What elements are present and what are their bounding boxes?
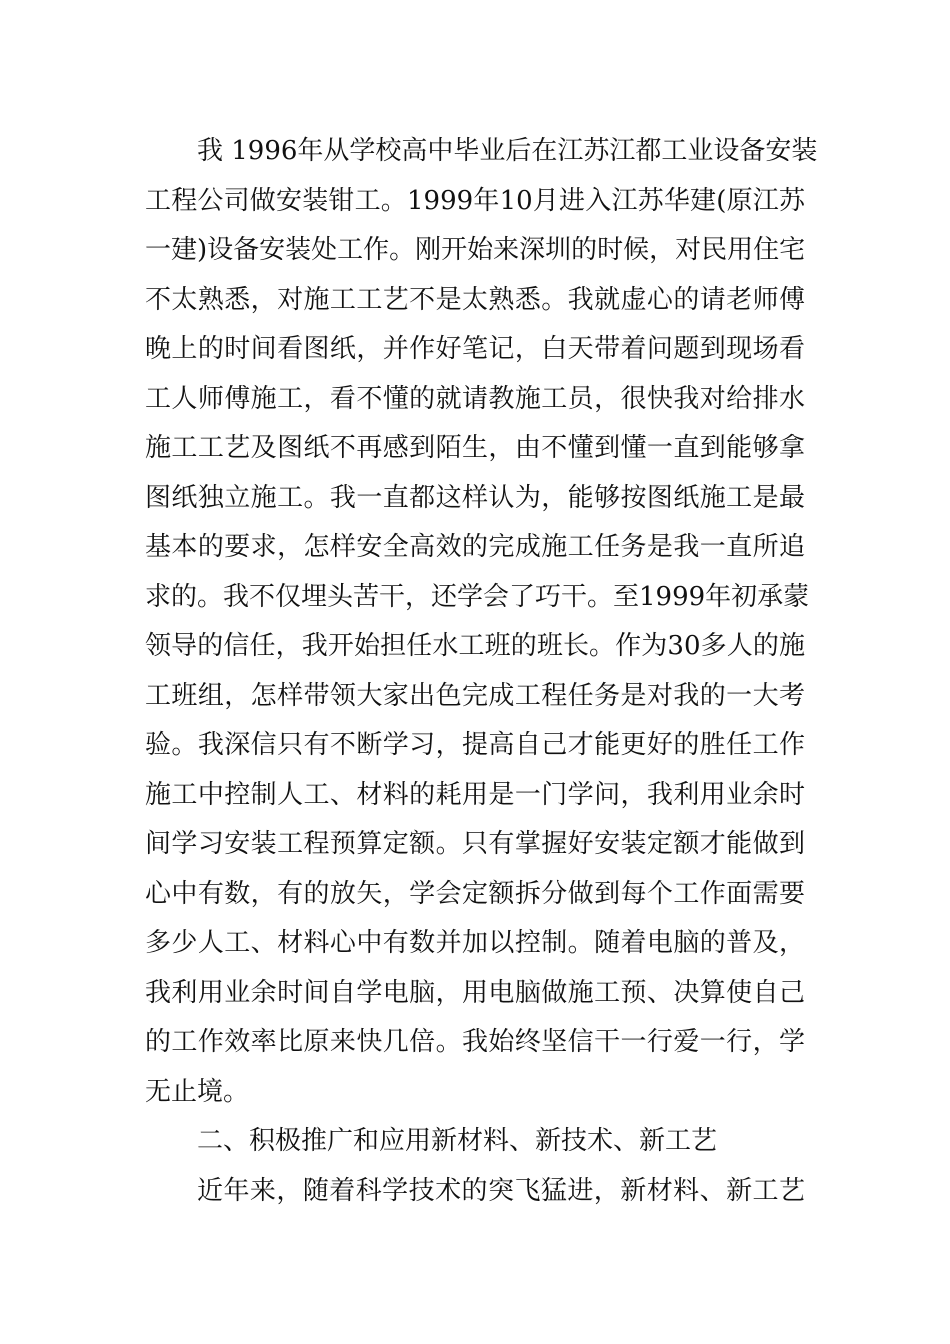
paragraph-line: 我利用业余时间自学电脑，用电脑做施工预、决算使自己 (145, 978, 805, 1008)
paragraph-line: 晚上的时间看图纸，并作好笔记，白天带着问题到现场看 (145, 334, 805, 364)
paragraph-line: 求的。我不仅埋头苦干，还学会了巧干。至1999年初承蒙 (145, 582, 810, 612)
paragraph-line: 基本的要求，怎样安全高效的完成施工任务是我一直所追 (145, 532, 805, 562)
paragraph-line: 无止境。 (145, 1077, 250, 1107)
paragraph-line: 工程公司做安装钳工。1999年10月进入江苏华建(原江苏 (145, 186, 805, 216)
paragraph-line: 我 1996年从学校高中毕业后在江苏江都工业设备安装 (197, 136, 818, 166)
paragraph-line: 领导的信任，我开始担任水工班的班长。作为30多人的施 (145, 631, 805, 661)
paragraph-line: 的工作效率比原来快几倍。我始终坚信干一行爱一行，学 (145, 1027, 805, 1057)
paragraph-line: 施工中控制人工、材料的耗用是一门学问，我利用业余时 (145, 780, 805, 810)
paragraph-line: 工班组，怎样带领大家出色完成工程任务是对我的一大考 (145, 681, 805, 711)
paragraph-line: 不太熟悉，对施工工艺不是太熟悉。我就虚心的请老师傅 (145, 285, 805, 315)
paragraph-line: 近年来，随着科学技术的突飞猛进，新材料、新工艺 (197, 1176, 805, 1206)
paragraph-line: 多少人工、材料心中有数并加以控制。随着电脑的普及， (145, 928, 805, 958)
paragraph-line: 一建)设备安装处工作。刚开始来深圳的时候，对民用住宅 (145, 235, 806, 265)
paragraph-line: 验。我深信只有不断学习，提高自己才能更好的胜任工作 (145, 730, 805, 760)
paragraph-line: 心中有数，有的放矢，学会定额拆分做到每个工作面需要 (145, 879, 805, 909)
paragraph-line: 工人师傅施工，看不懂的就请教施工员，很快我对给排水 (145, 384, 805, 414)
section-heading: 二、积极推广和应用新材料、新技术、新工艺 (197, 1126, 718, 1156)
paragraph-line: 施工工艺及图纸不再感到陌生，由不懂到懂一直到能够拿 (145, 433, 805, 463)
paragraph-line: 间学习安装工程预算定额。只有掌握好安装定额才能做到 (145, 829, 805, 859)
paragraph-line: 图纸独立施工。我一直都这样认为，能够按图纸施工是最 (145, 483, 805, 513)
